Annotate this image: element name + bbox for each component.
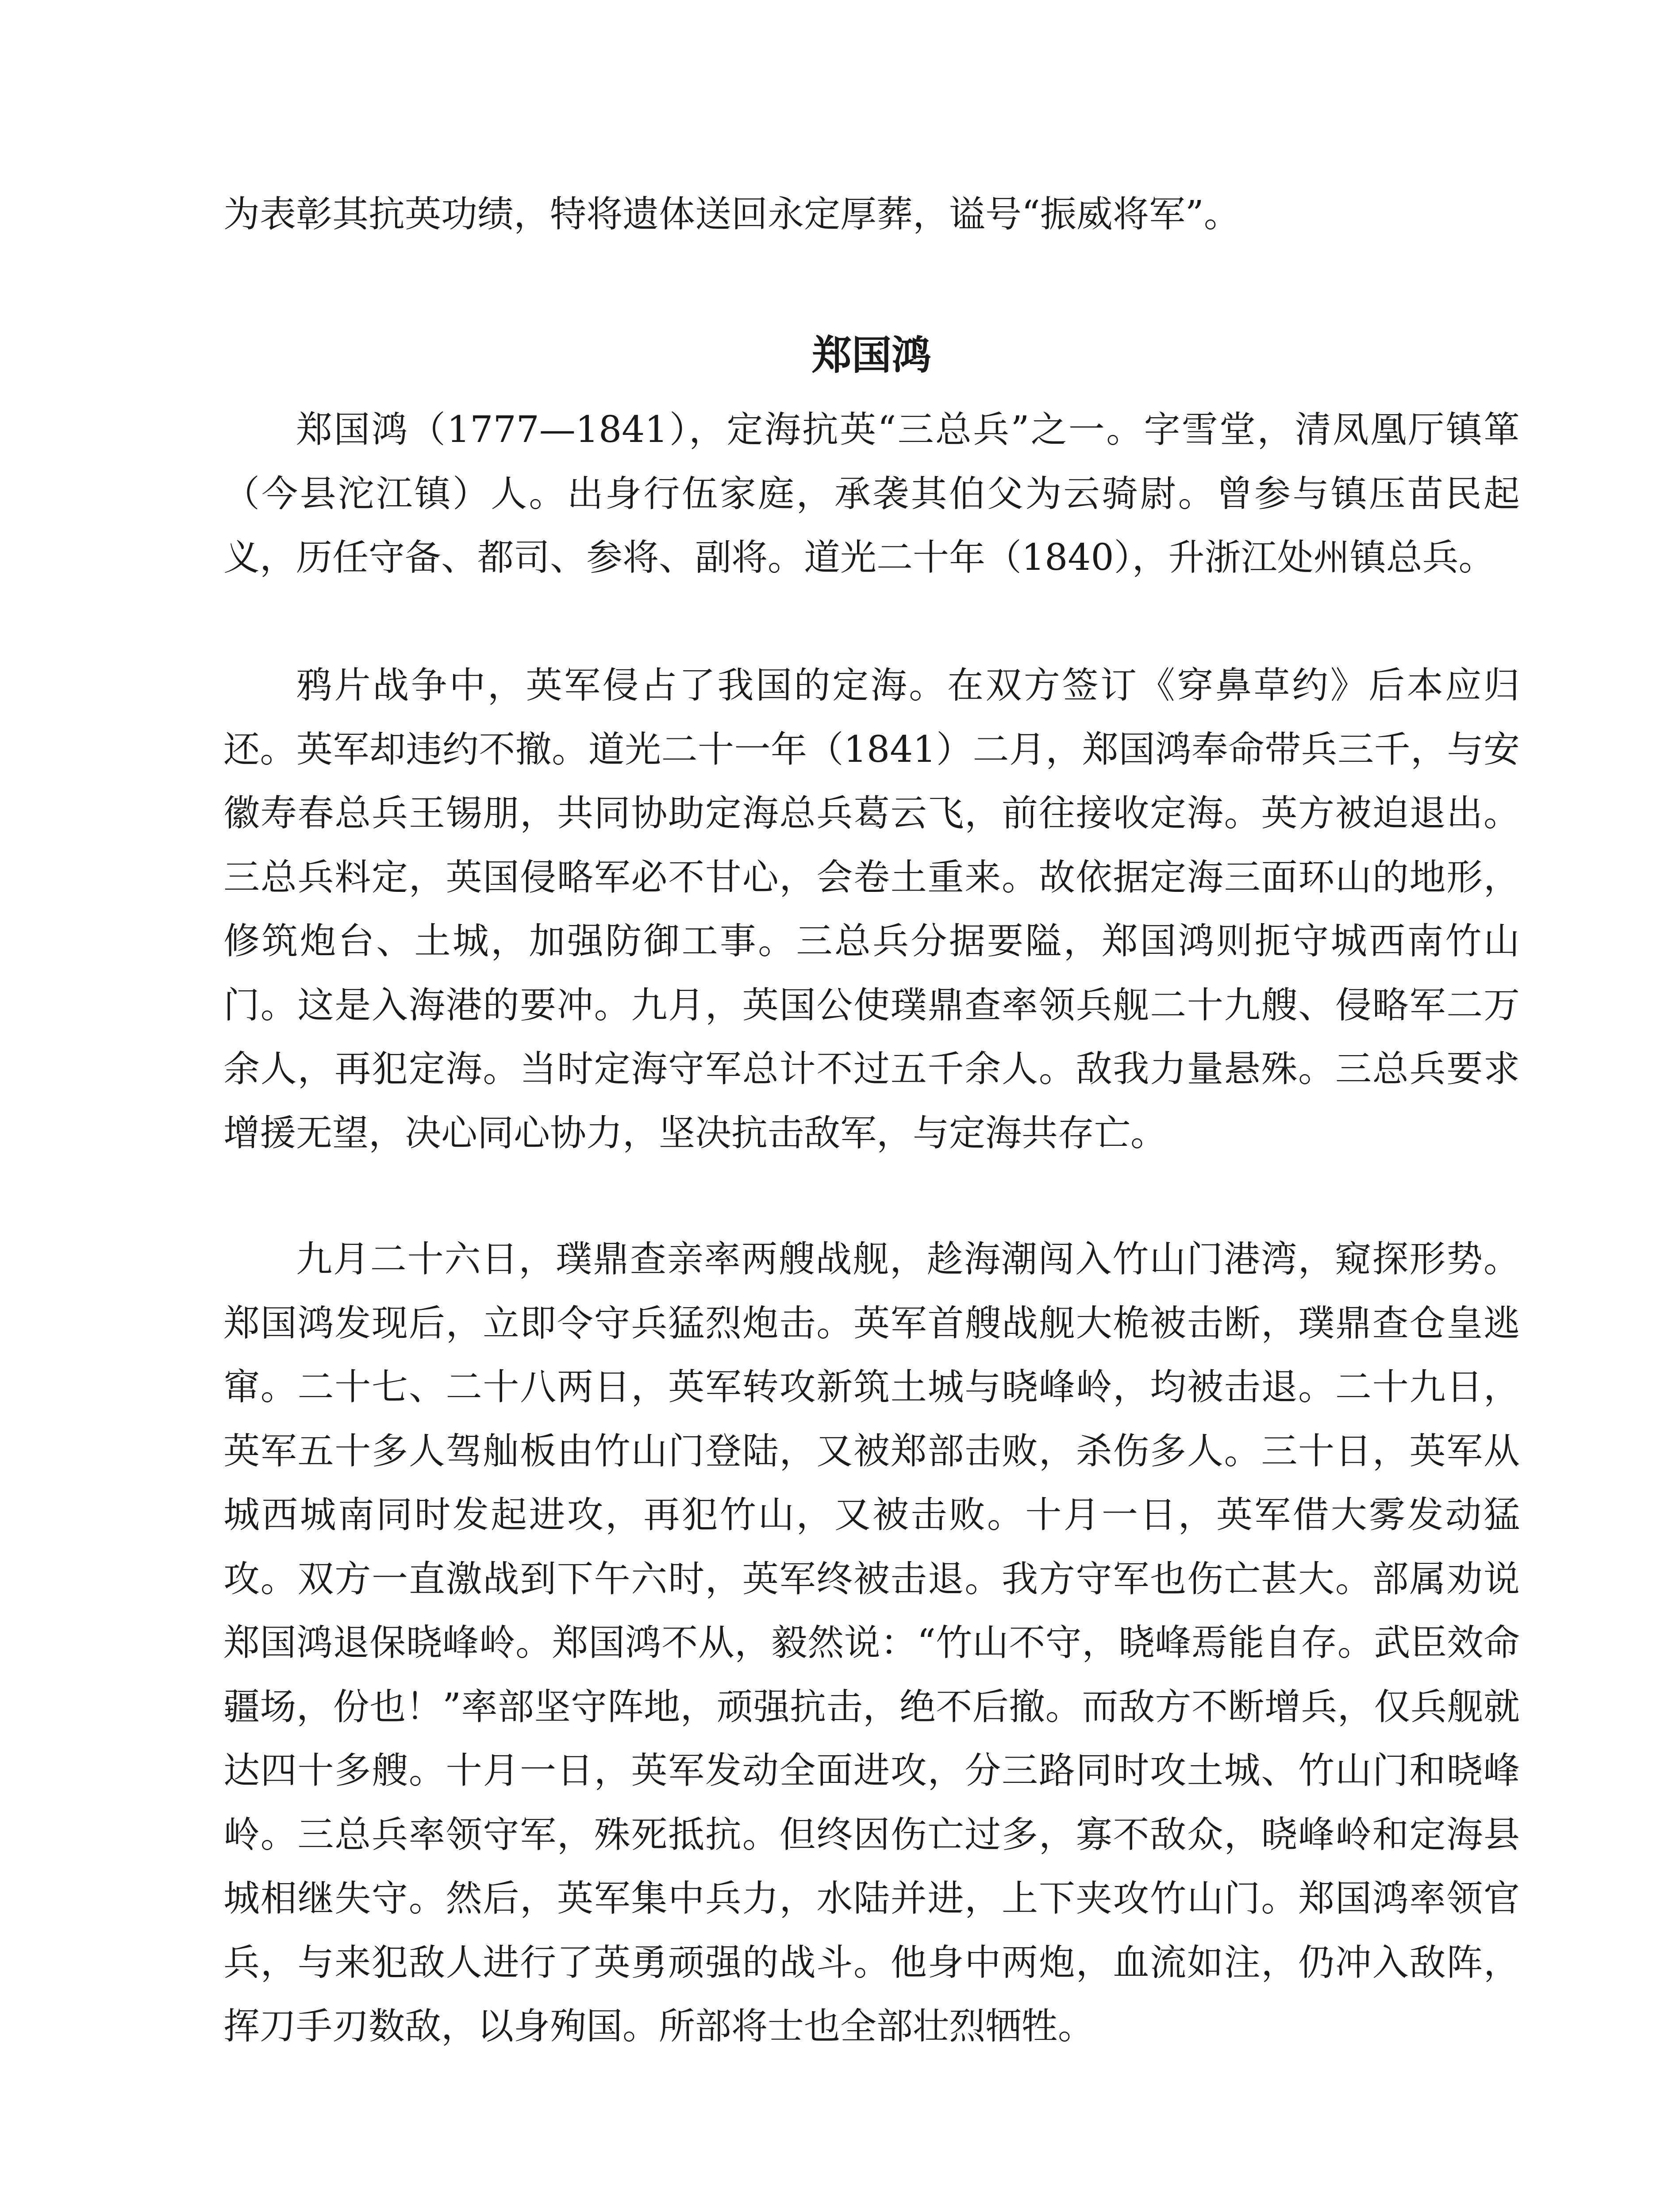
intro-line: 为表彰其抗英功绩，特将遗体送回永定厚葬，谥号“振威将军”。 — [223, 193, 1240, 235]
section-title: 郑国鸿 — [812, 332, 931, 379]
paragraph-2: 鸦片战争中，英军侵占了我国的定海。在双方签订《穿鼻草约》后本应归还。英军却违约不撤。道光二十一年（1841）二月，郑国鸿奉命带兵三千，与安徽寿春总兵王锡朋，共同协助定海总兵葛云飞，前往接收定海。英方被迫退出。三总兵料定，英国侵略军必不甘心，会卷土重来。故依据定海三面环山的地形，修筑炮台、土城，加强防御工事。三总兵分据要隘，郑国鸿则扼守城西南竹山门。这是入海港的要冲。九月，英国公使璞鼎查率领兵舰二十九艘、侵略军二万余人，再犯定海。当时定海守军总计不过五千余人。敌我力量悬殊。三总兵要求增援无望，决心同心协力，坚决抗击敌军，与定海共存亡。 — [223, 664, 1520, 1154]
paragraph-1: 郑国鸿（1777—1841），定海抗英“三总兵”之一。字雪堂，清凤凰厅镇箪（今县沱江镇）人。出身行伍家庭，承袭其伯父为云骑尉。曾参与镇压苗民起义，历任守备、都司、参将、副将。道光二十年（1840），升浙江处州镇总兵。 — [223, 409, 1520, 579]
paragraph-3: 九月二十六日，璞鼎查亲率两艘战舰，趁海潮闯入竹山门港湾，窥探形势。郑国鸿发现后，立即令守兵猛烈炮击。英军首艘战舰大桅被击断，璞鼎查仓皇逃窜。二十七、二十八两日，英军转攻新筑土城与晓峰岭，均被击退。二十九日，英军五十多人驾舢板由竹山门登陆，又被郑部击败，杀伤多人。三十日，英军从城西城南同时发起进攻，再犯竹山，又被击败。十月一日，英军借大雾发动猛攻。双方一直激战到下午六时，英军终被击退。我方守军也伤亡甚大。部属劝说郑国鸿退保晓峰岭。郑国鸿不从，毅然说：“竹山不守，晓峰焉能自存。武臣效命疆场，份也！”率部坚守阵地，顽强抗击，绝不后撤。而敌方不断增兵，仅兵舰就达四十多艘。十月一日，英军发动全面进攻，分三路同时攻土城、竹山门和晓峰岭。三总兵率领守军，殊死抵抗。但终因伤亡过多，寡不敌众，晓峰岭和定海县城相继失守。然后，英军集中兵力，水陆并进，上下夹攻竹山门。郑国鸿率领官兵，与来犯敌人进行了英勇顽强的战斗。他身中两炮，血流如注，仍冲入敌阵，挥刀手刃数敌，以身殉国。所部将士也全部壮烈牺牲。 — [223, 1238, 1520, 2047]
